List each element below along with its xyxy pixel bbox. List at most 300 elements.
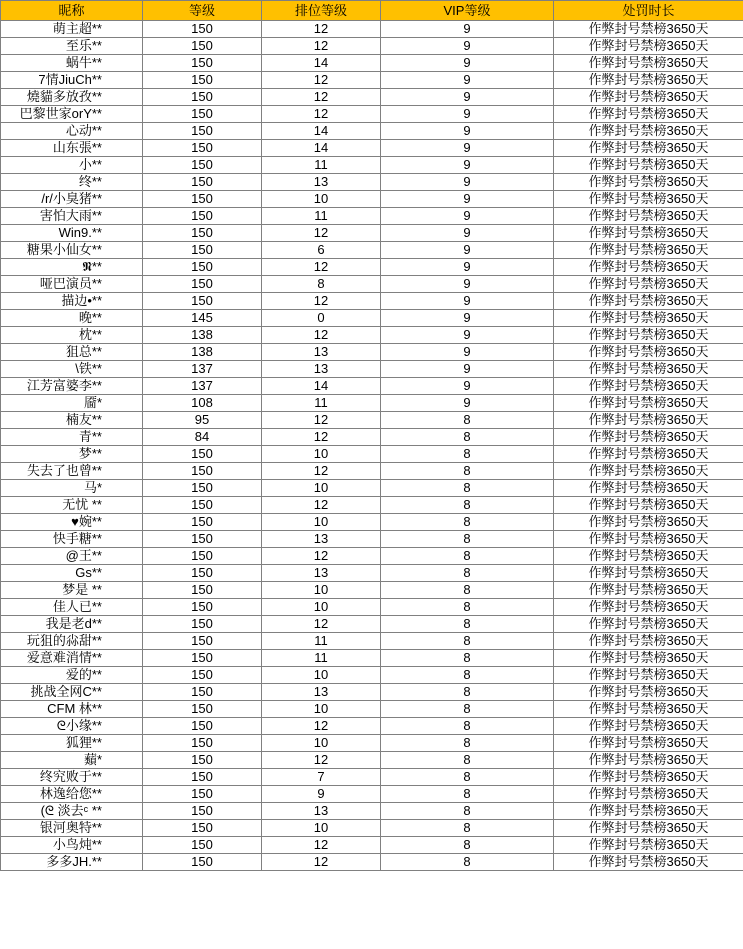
rank-level-cell: 12 (262, 38, 381, 55)
nickname-cell: 小** (1, 157, 143, 174)
vip-level-cell: 8 (381, 514, 554, 531)
table-row (1, 854, 743, 871)
penalty-cell: 作弊封号禁榜3650天 (554, 701, 743, 718)
nickname-cell: Win9.** (1, 225, 143, 242)
nickname-cell: 害怕大雨** (1, 208, 143, 225)
level-cell: 150 (143, 803, 262, 820)
level-cell: 95 (143, 412, 262, 429)
vip-level-cell: 8 (381, 752, 554, 769)
rank-level-cell: 11 (262, 157, 381, 174)
level-cell: 145 (143, 310, 262, 327)
rank-level-cell: 10 (262, 820, 381, 837)
rank-level-cell: 10 (262, 446, 381, 463)
nickname-cell: ᘓ小缘** (1, 718, 143, 735)
table-row (1, 463, 743, 480)
nickname-cell: 梦是 ** (1, 582, 143, 599)
penalty-cell: 作弊封号禁榜3650天 (554, 497, 743, 514)
nickname-cell: 挑战全网C** (1, 684, 143, 701)
level-cell: 150 (143, 548, 262, 565)
nickname-cell: Gs** (1, 565, 143, 582)
vip-level-cell: 9 (381, 310, 554, 327)
rank-level-cell: 14 (262, 55, 381, 72)
rank-level-cell: 10 (262, 191, 381, 208)
rank-level-cell: 10 (262, 599, 381, 616)
rank-level-cell: 12 (262, 293, 381, 310)
penalty-cell: 作弊封号禁榜3650天 (554, 565, 743, 582)
nickname-cell: 爱的** (1, 667, 143, 684)
penalty-cell: 作弊封号禁榜3650天 (554, 395, 743, 412)
penalty-cell: 作弊封号禁榜3650天 (554, 140, 743, 157)
vip-level-cell: 8 (381, 616, 554, 633)
level-cell: 150 (143, 293, 262, 310)
nickname-cell: 蘱* (1, 752, 143, 769)
nickname-cell: 玩狙的尛甜** (1, 633, 143, 650)
penalty-cell: 作弊封号禁榜3650天 (554, 803, 743, 820)
vip-level-cell: 8 (381, 429, 554, 446)
table-row (1, 123, 743, 140)
rank-level-cell: 12 (262, 259, 381, 276)
nickname-cell: 靥* (1, 395, 143, 412)
rank-level-cell: 13 (262, 344, 381, 361)
table-row (1, 395, 743, 412)
penalty-cell: 作弊封号禁榜3650天 (554, 327, 743, 344)
penalty-cell: 作弊封号禁榜3650天 (554, 276, 743, 293)
level-cell: 84 (143, 429, 262, 446)
table-row (1, 531, 743, 548)
level-cell: 150 (143, 276, 262, 293)
table-row (1, 106, 743, 123)
table-row (1, 38, 743, 55)
table-row (1, 599, 743, 616)
rank-level-cell: 8 (262, 276, 381, 293)
nickname-cell: 燒貓多放孜** (1, 89, 143, 106)
nickname-cell: 楠友** (1, 412, 143, 429)
level-cell: 150 (143, 140, 262, 157)
nickname-cell: 𝕹** (1, 259, 143, 276)
penalty-cell: 作弊封号禁榜3650天 (554, 633, 743, 650)
level-cell: 150 (143, 786, 262, 803)
table-row (1, 837, 743, 854)
table-row (1, 344, 743, 361)
rank-level-cell: 6 (262, 242, 381, 259)
rank-level-cell: 10 (262, 582, 381, 599)
penalty-cell: 作弊封号禁榜3650天 (554, 769, 743, 786)
vip-level-cell: 8 (381, 701, 554, 718)
table-row (1, 565, 743, 582)
penalty-cell: 作弊封号禁榜3650天 (554, 174, 743, 191)
level-cell: 138 (143, 344, 262, 361)
nickname-cell: 7情JiuCh** (1, 72, 143, 89)
vip-level-cell: 8 (381, 769, 554, 786)
penalty-cell: 作弊封号禁榜3650天 (554, 854, 743, 871)
vip-level-cell: 9 (381, 38, 554, 55)
nickname-cell: 哑巴演员** (1, 276, 143, 293)
vip-level-cell: 9 (381, 208, 554, 225)
level-cell: 150 (143, 446, 262, 463)
rank-level-cell: 10 (262, 735, 381, 752)
vip-level-cell: 9 (381, 242, 554, 259)
penalty-cell: 作弊封号禁榜3650天 (554, 21, 743, 38)
table-row (1, 21, 743, 38)
level-cell: 150 (143, 514, 262, 531)
level-cell: 150 (143, 820, 262, 837)
vip-level-cell: 8 (381, 633, 554, 650)
nickname-cell: 梦** (1, 446, 143, 463)
level-cell: 150 (143, 89, 262, 106)
table-row (1, 735, 743, 752)
vip-level-cell: 9 (381, 89, 554, 106)
nickname-cell: 描边•** (1, 293, 143, 310)
level-cell: 150 (143, 616, 262, 633)
table-row (1, 497, 743, 514)
penalty-cell: 作弊封号禁榜3650天 (554, 72, 743, 89)
rank-level-cell: 12 (262, 837, 381, 854)
level-cell: 150 (143, 55, 262, 72)
table-row (1, 769, 743, 786)
level-cell: 150 (143, 752, 262, 769)
vip-level-cell: 8 (381, 463, 554, 480)
penalty-cell: 作弊封号禁榜3650天 (554, 837, 743, 854)
nickname-cell: 快手糖** (1, 531, 143, 548)
table-row (1, 718, 743, 735)
table-row (1, 361, 743, 378)
level-cell: 150 (143, 174, 262, 191)
table-row (1, 191, 743, 208)
nickname-cell: ♥婉** (1, 514, 143, 531)
vip-level-cell: 9 (381, 191, 554, 208)
level-cell: 150 (143, 837, 262, 854)
nickname-cell: 小鸟炖** (1, 837, 143, 854)
table-row (1, 480, 743, 497)
penalty-cell: 作弊封号禁榜3650天 (554, 55, 743, 72)
level-cell: 150 (143, 208, 262, 225)
penalty-cell: 作弊封号禁榜3650天 (554, 718, 743, 735)
nickname-cell: 山东張** (1, 140, 143, 157)
rank-level-cell: 11 (262, 395, 381, 412)
level-cell: 138 (143, 327, 262, 344)
rank-level-cell: 12 (262, 463, 381, 480)
vip-level-cell: 9 (381, 55, 554, 72)
nickname-cell: 我是老d** (1, 616, 143, 633)
rank-level-cell: 12 (262, 752, 381, 769)
vip-level-cell: 9 (381, 21, 554, 38)
level-cell: 150 (143, 72, 262, 89)
rank-level-cell: 10 (262, 701, 381, 718)
nickname-cell: /r/小臭猪** (1, 191, 143, 208)
penalty-cell: 作弊封号禁榜3650天 (554, 310, 743, 327)
nickname-cell: 失去了也曾** (1, 463, 143, 480)
level-cell: 150 (143, 769, 262, 786)
penalty-cell: 作弊封号禁榜3650天 (554, 123, 743, 140)
nickname-cell: \铁** (1, 361, 143, 378)
rank-level-cell: 12 (262, 327, 381, 344)
penalty-cell: 作弊封号禁榜3650天 (554, 820, 743, 837)
table-row (1, 242, 743, 259)
level-cell: 150 (143, 480, 262, 497)
penalty-cell: 作弊封号禁榜3650天 (554, 548, 743, 565)
vip-level-cell: 8 (381, 667, 554, 684)
vip-level-cell: 9 (381, 140, 554, 157)
nickname-cell: 糖果小仙女** (1, 242, 143, 259)
nickname-cell: 枕** (1, 327, 143, 344)
nickname-cell: 晚** (1, 310, 143, 327)
table-row (1, 752, 743, 769)
level-cell: 150 (143, 531, 262, 548)
rank-level-cell: 13 (262, 531, 381, 548)
vip-level-cell: 9 (381, 327, 554, 344)
nickname-cell: 无忧 ** (1, 497, 143, 514)
vip-level-cell: 9 (381, 123, 554, 140)
nickname-cell: (ᘓ 淡去ᶜ ** (1, 803, 143, 820)
penalty-cell: 作弊封号禁榜3650天 (554, 684, 743, 701)
table-row (1, 378, 743, 395)
table-row (1, 225, 743, 242)
vip-level-cell: 9 (381, 106, 554, 123)
penalty-cell: 作弊封号禁榜3650天 (554, 378, 743, 395)
nickname-cell: CFM 林** (1, 701, 143, 718)
vip-level-cell: 8 (381, 803, 554, 820)
nickname-cell: 至乐** (1, 38, 143, 55)
penalty-cell: 作弊封号禁榜3650天 (554, 480, 743, 497)
column-header-level: 等级 (143, 1, 262, 21)
penalty-cell: 作弊封号禁榜3650天 (554, 106, 743, 123)
table-row (1, 582, 743, 599)
rank-level-cell: 12 (262, 497, 381, 514)
vip-level-cell: 8 (381, 565, 554, 582)
penalty-cell: 作弊封号禁榜3650天 (554, 514, 743, 531)
level-cell: 150 (143, 735, 262, 752)
nickname-cell: 蜗牛** (1, 55, 143, 72)
vip-level-cell: 9 (381, 276, 554, 293)
vip-level-cell: 9 (381, 378, 554, 395)
vip-level-cell: 8 (381, 837, 554, 854)
table-row (1, 310, 743, 327)
penalty-cell: 作弊封号禁榜3650天 (554, 89, 743, 106)
rank-level-cell: 12 (262, 616, 381, 633)
rank-level-cell: 10 (262, 480, 381, 497)
vip-level-cell: 8 (381, 684, 554, 701)
penalty-cell: 作弊封号禁榜3650天 (554, 344, 743, 361)
level-cell: 150 (143, 650, 262, 667)
nickname-cell: 终究败于** (1, 769, 143, 786)
rank-level-cell: 14 (262, 123, 381, 140)
table-row (1, 514, 743, 531)
rank-level-cell: 13 (262, 803, 381, 820)
nickname-cell: 终** (1, 174, 143, 191)
rank-level-cell: 12 (262, 89, 381, 106)
table-row (1, 174, 743, 191)
penalty-cell: 作弊封号禁榜3650天 (554, 616, 743, 633)
penalty-cell: 作弊封号禁榜3650天 (554, 786, 743, 803)
rank-level-cell: 13 (262, 684, 381, 701)
vip-level-cell: 8 (381, 446, 554, 463)
level-cell: 150 (143, 599, 262, 616)
level-cell: 150 (143, 582, 262, 599)
table-row (1, 446, 743, 463)
vip-level-cell: 8 (381, 497, 554, 514)
penalty-cell: 作弊封号禁榜3650天 (554, 361, 743, 378)
level-cell: 150 (143, 463, 262, 480)
level-cell: 150 (143, 225, 262, 242)
vip-level-cell: 8 (381, 599, 554, 616)
vip-level-cell: 8 (381, 480, 554, 497)
rank-level-cell: 13 (262, 565, 381, 582)
level-cell: 150 (143, 701, 262, 718)
vip-level-cell: 8 (381, 531, 554, 548)
vip-level-cell: 8 (381, 650, 554, 667)
level-cell: 137 (143, 361, 262, 378)
rank-level-cell: 12 (262, 429, 381, 446)
level-cell: 150 (143, 565, 262, 582)
table-row (1, 157, 743, 174)
level-cell: 150 (143, 38, 262, 55)
table-row (1, 803, 743, 820)
table-row (1, 701, 743, 718)
penalty-cell: 作弊封号禁榜3650天 (554, 293, 743, 310)
nickname-cell: 狙总** (1, 344, 143, 361)
rank-level-cell: 12 (262, 854, 381, 871)
penalty-cell: 作弊封号禁榜3650天 (554, 259, 743, 276)
column-header-nickname: 昵称 (1, 1, 143, 21)
penalty-cell: 作弊封号禁榜3650天 (554, 157, 743, 174)
rank-level-cell: 12 (262, 21, 381, 38)
table-row (1, 429, 743, 446)
table-row (1, 208, 743, 225)
vip-level-cell: 8 (381, 548, 554, 565)
nickname-cell: 佳人已** (1, 599, 143, 616)
rank-level-cell: 13 (262, 361, 381, 378)
rank-level-cell: 10 (262, 514, 381, 531)
penalty-cell: 作弊封号禁榜3650天 (554, 752, 743, 769)
penalty-cell: 作弊封号禁榜3650天 (554, 429, 743, 446)
vip-level-cell: 9 (381, 293, 554, 310)
rank-level-cell: 11 (262, 208, 381, 225)
vip-level-cell: 9 (381, 344, 554, 361)
level-cell: 150 (143, 718, 262, 735)
table-row (1, 820, 743, 837)
penalty-cell: 作弊封号禁榜3650天 (554, 446, 743, 463)
nickname-cell: 林逸给您** (1, 786, 143, 803)
level-cell: 150 (143, 854, 262, 871)
vip-level-cell: 8 (381, 718, 554, 735)
rank-level-cell: 0 (262, 310, 381, 327)
table-row (1, 259, 743, 276)
level-cell: 150 (143, 633, 262, 650)
rank-level-cell: 12 (262, 225, 381, 242)
table-row (1, 616, 743, 633)
table-row (1, 72, 743, 89)
level-cell: 150 (143, 123, 262, 140)
vip-level-cell: 9 (381, 395, 554, 412)
vip-level-cell: 9 (381, 72, 554, 89)
level-cell: 150 (143, 667, 262, 684)
rank-level-cell: 9 (262, 786, 381, 803)
rank-level-cell: 12 (262, 718, 381, 735)
column-header-rank-level: 排位等级 (262, 1, 381, 21)
rank-level-cell: 14 (262, 378, 381, 395)
level-cell: 137 (143, 378, 262, 395)
penalty-cell: 作弊封号禁榜3650天 (554, 599, 743, 616)
vip-level-cell: 8 (381, 582, 554, 599)
table-row (1, 327, 743, 344)
table-row (1, 650, 743, 667)
nickname-cell: 银河奥特** (1, 820, 143, 837)
table-row (1, 140, 743, 157)
column-header-vip-level: VIP等级 (381, 1, 554, 21)
nickname-cell: 青** (1, 429, 143, 446)
table-row (1, 293, 743, 310)
table-row (1, 89, 743, 106)
level-cell: 150 (143, 21, 262, 38)
rank-level-cell: 7 (262, 769, 381, 786)
level-cell: 150 (143, 191, 262, 208)
level-cell: 150 (143, 684, 262, 701)
nickname-cell: 爱意难消情** (1, 650, 143, 667)
penalty-cell: 作弊封号禁榜3650天 (554, 463, 743, 480)
vip-level-cell: 9 (381, 361, 554, 378)
penalty-cell: 作弊封号禁榜3650天 (554, 191, 743, 208)
vip-level-cell: 9 (381, 259, 554, 276)
penalty-cell: 作弊封号禁榜3650天 (554, 667, 743, 684)
rank-level-cell: 12 (262, 106, 381, 123)
table-row (1, 412, 743, 429)
vip-level-cell: 9 (381, 157, 554, 174)
rank-level-cell: 11 (262, 633, 381, 650)
rank-level-cell: 10 (262, 667, 381, 684)
penalty-cell: 作弊封号禁榜3650天 (554, 582, 743, 599)
penalty-cell: 作弊封号禁榜3650天 (554, 208, 743, 225)
vip-level-cell: 8 (381, 820, 554, 837)
nickname-cell: 心动** (1, 123, 143, 140)
level-cell: 150 (143, 242, 262, 259)
table-row (1, 633, 743, 650)
nickname-cell: 江芳富婆李** (1, 378, 143, 395)
nickname-cell: 巴黎世家orY** (1, 106, 143, 123)
level-cell: 150 (143, 157, 262, 174)
penalty-cell: 作弊封号禁榜3650天 (554, 225, 743, 242)
rank-level-cell: 13 (262, 174, 381, 191)
table-row (1, 667, 743, 684)
vip-level-cell: 9 (381, 174, 554, 191)
nickname-cell: 多多JH.** (1, 854, 143, 871)
header-row (1, 1, 743, 21)
rank-level-cell: 12 (262, 412, 381, 429)
column-header-penalty: 处罚时长 (554, 1, 743, 21)
penalty-cell: 作弊封号禁榜3650天 (554, 531, 743, 548)
rank-level-cell: 11 (262, 650, 381, 667)
table-row (1, 548, 743, 565)
rank-level-cell: 12 (262, 72, 381, 89)
penalty-cell: 作弊封号禁榜3650天 (554, 242, 743, 259)
nickname-cell: @王** (1, 548, 143, 565)
vip-level-cell: 8 (381, 412, 554, 429)
penalty-cell: 作弊封号禁榜3650天 (554, 412, 743, 429)
nickname-cell: 马* (1, 480, 143, 497)
penalty-cell: 作弊封号禁榜3650天 (554, 38, 743, 55)
level-cell: 108 (143, 395, 262, 412)
vip-level-cell: 9 (381, 225, 554, 242)
penalty-cell: 作弊封号禁榜3650天 (554, 735, 743, 752)
table-row (1, 786, 743, 803)
level-cell: 150 (143, 497, 262, 514)
vip-level-cell: 8 (381, 735, 554, 752)
rank-level-cell: 14 (262, 140, 381, 157)
nickname-cell: 萌主超** (1, 21, 143, 38)
nickname-cell: 狐狸** (1, 735, 143, 752)
penalty-cell: 作弊封号禁榜3650天 (554, 650, 743, 667)
rank-level-cell: 12 (262, 548, 381, 565)
level-cell: 150 (143, 259, 262, 276)
